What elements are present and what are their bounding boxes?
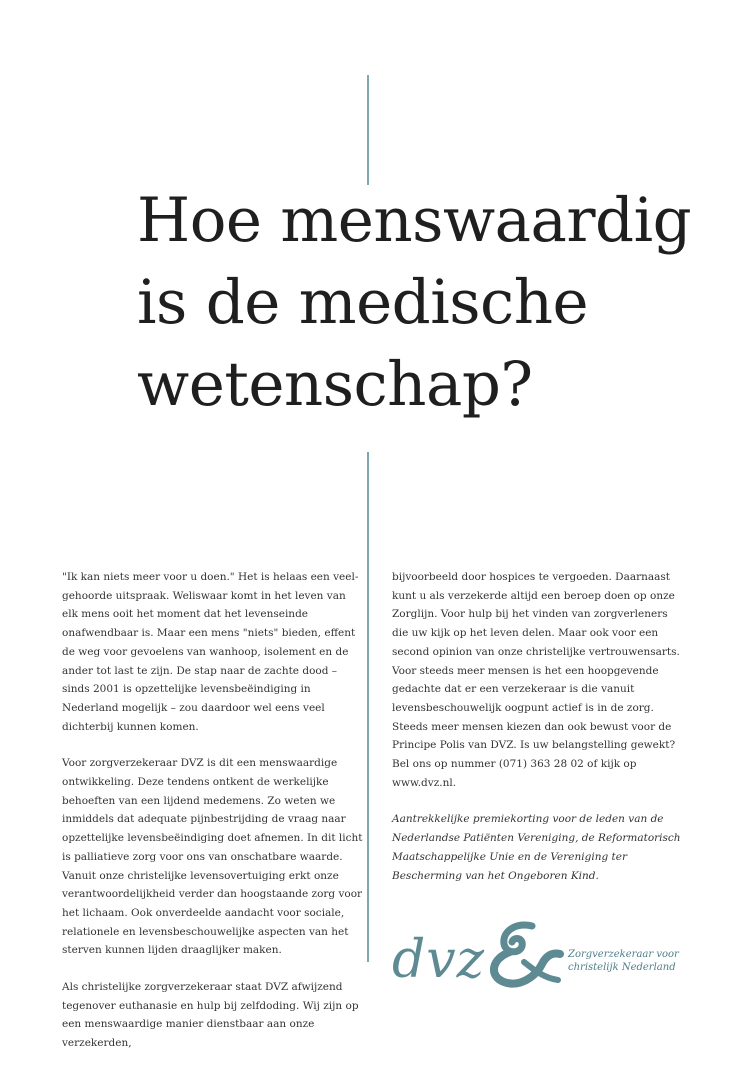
tagline-line-2: christelijk Nederland: [568, 962, 676, 973]
logo-tagline: [568, 948, 679, 974]
vertical-rule-bottom: [367, 452, 369, 962]
dvz-logo: [392, 918, 692, 998]
discount-note: Aantrekkelijke premiekorting voor de leden van de Nederlandse Patiënten Vereniging, de Reformatorisch Maatschappelijke Unie en de Vereniging ter Bescherming van het Ongeboren Kind.: [392, 813, 681, 882]
tagline-line-1: Zorgverzekeraar voor: [568, 949, 679, 960]
right-paragraph-1: bijvoorbeeld door hospices te vergoeden. Daarnaast kunt u als verzekerde altijd een beroep doen op onze Zorglijn. Voor hulp bij het vinden van zorgverleners die uw kijk op het leven delen. Maar ook voor een second opinion van onze christelijke vertrouwensarts. Voor steeds meer mensen is het een hoopgevende gedachte dat er een verzekeraar is die vanuit levensbeschouwelijk oogpunt actief is in de zorg. Steeds meer mensen kiezen dan ook bewust voor de Principe Polis van DVZ. Is uw belangstelling gewekt? Bel ons op nummer (071) 363 28 02 of kijk op www.dvz.nl.: [392, 571, 680, 789]
ampersand-swirl-icon: [480, 918, 566, 988]
logo-wordmark: dvz: [392, 930, 486, 990]
left-paragraph-3: Als christelijke zorgverzekeraar staat DVZ afwijzend tegenover euthanasie en hulp bij zelfdoding. Wij zijn op een menswaardige manier dienstbaar aan onze verzekerden,: [62, 981, 359, 1050]
headline-line-3: wetenschap?: [137, 349, 533, 420]
body-column-left: [62, 568, 364, 1071]
body-column-right: [392, 568, 682, 903]
left-paragraph-1: "Ik kan niets meer voor u doen." Het is helaas een veel-gehoorde uitspraak. Weliswaar komt in het leven van elk mens ooit het moment dat het levenseinde onafwendbaar is. Maar een mens "niets" bieden, effent de weg voor gevoelens van wanhoop, isolement en de ander tot last te zijn. De stap naar de zachte dood – sinds 2001 is opzettelijke levensbeëindiging in Nederland mogelijk – zou daardoor wel eens veel dichterbij kunnen komen.: [62, 571, 359, 733]
headline: [137, 180, 697, 426]
headline-line-2: is de medische: [137, 267, 589, 338]
headline-line-1: Hoe menswaardig: [137, 185, 692, 256]
left-paragraph-2: Voor zorgverzekeraar DVZ is dit een menswaardige ontwikkeling. Deze tendens ontkent de werkelijke behoeften van een lijdend medemens. Zo weten we inmiddels dat adequate pijnbestrijding de vraag naar opzettelijke levensbeëindiging doet afnemen. In dit licht is palliatieve zorg voor ons van onschatbare waarde. Vanuit onze christelijke levensovertuiging erkt onze verantwoordelijkheid verder dan hoogstaande zorg voor het lichaam. Ook onverdeelde aandacht voor sociale, relationele en levensbeschouwelijke aspecten van het sterven kunnen lijden draaglijker maken.: [62, 757, 363, 957]
vertical-rule-top: [367, 75, 369, 185]
